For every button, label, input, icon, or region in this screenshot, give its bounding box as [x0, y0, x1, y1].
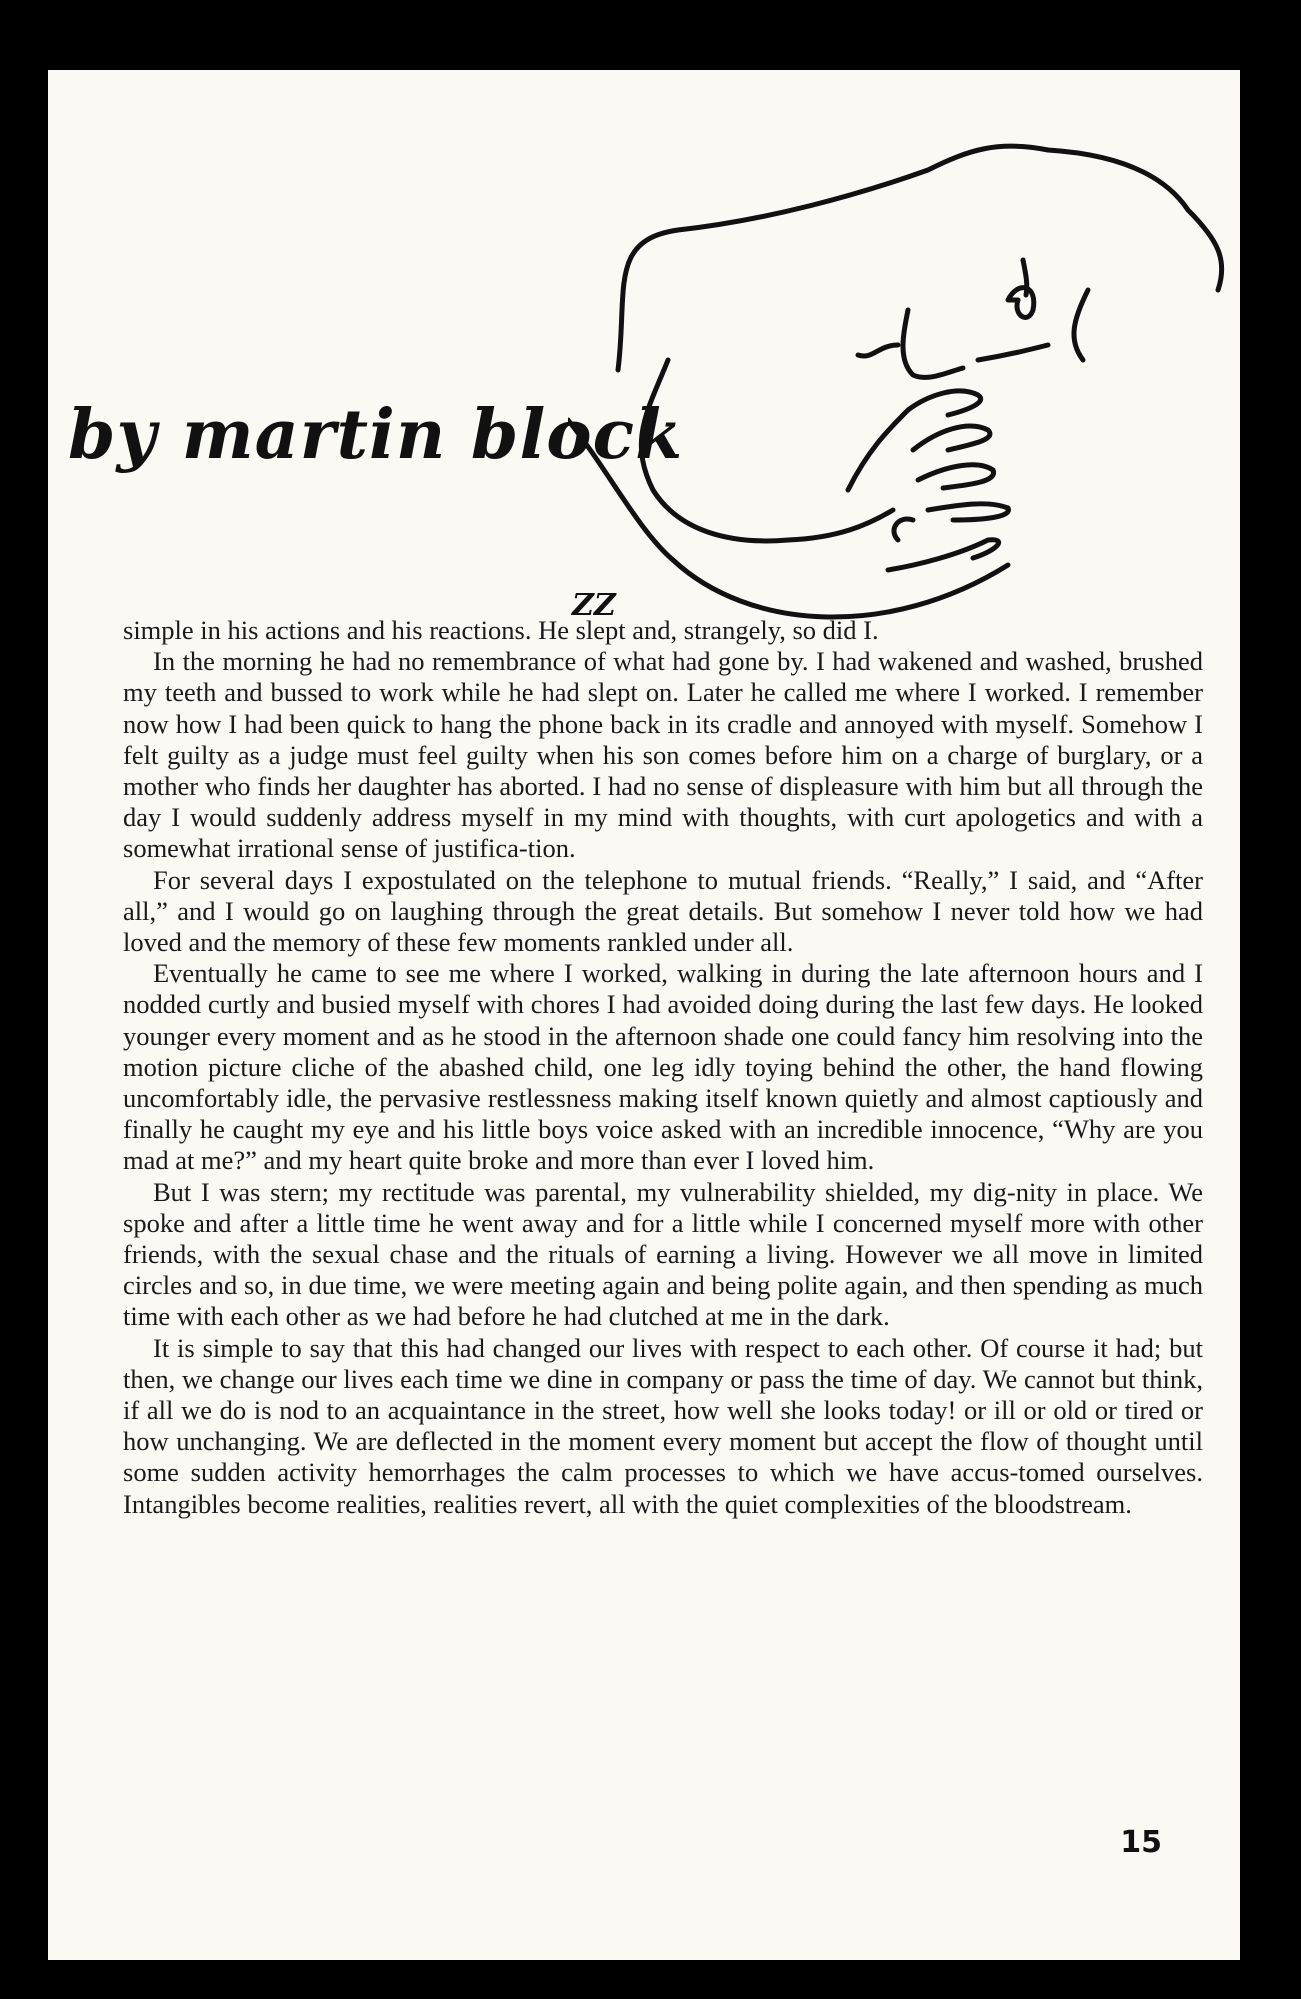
paragraph: simple in his actions and his reactions. He slept and, strangely, so did I. — [123, 615, 879, 645]
hand-fingers — [913, 426, 990, 450]
lower-contour — [568, 420, 1008, 617]
magazine-page — [48, 70, 1240, 1960]
paragraph: In the morning he had no remembrance of what had gone by. I had wakened and washed, brushed my teeth and bussed to work while he had slept on. Later he called me where I worked. I remember now how I had been quick to hang the phone back in its cradle and annoyed with myself. Somehow I felt guilty as a judge must feel guilty when his son comes before him on a charge of burglary, or a mother who finds her daughter has aborted. I had no sense of displeasure with him but all through the day I would suddenly address myself in my mind with thoughts, with curt apologetics and with a somewhat irrational sense of justifica-tion. — [123, 646, 1203, 864]
hand-fingers — [894, 519, 913, 540]
figure-illustration — [568, 110, 1240, 670]
hand-fingers — [848, 391, 981, 490]
artist-signature: ZZ — [572, 588, 616, 623]
byline: by martin block — [68, 395, 684, 475]
face-detail — [858, 345, 898, 356]
article-body — [123, 615, 1203, 1520]
paragraph: Eventually he came to see me where I worked, walking in during the late afternoon hours and I nodded curtly and busied myself with chores I had avoided doing during the last few days. He looked younger every moment and as he stood in the afternoon shade one could fancy him resolving into the motion picture cliche of the abashed child, one leg idly toying behind the other, the hand flowing uncomfortably idle, the pervasive restlessness making itself known quietly and almost captiously and finally he caught my eye and his little boys voice asked with an incredible innocence, “Why are you mad at me?” and my heart quite broke and more than ever I loved him. — [123, 958, 1203, 1176]
figure-outline — [618, 146, 1222, 370]
hand-fingers — [928, 504, 1008, 520]
paragraph: For several days I expostulated on the telephone to mutual friends. “Really,” I said, and “After all,” and I would go on laughing through the great details. But somehow I never told how we had loved and the memory of these few moments rankled under all. — [123, 864, 1203, 958]
hand-fingers — [918, 465, 994, 488]
page-number: 15 — [1120, 1825, 1162, 1860]
arm-curve — [641, 360, 893, 541]
face-detail — [903, 310, 963, 377]
paragraph: But I was stern; my rectitude was parental, my vulnerability shielded, my dig-nity in place. We spoke and after a little time he went away and for a little while I concerned myself more with other friends, with the sexual chase and the rituals of earning a living. However we all move in limited circles and so, in due time, we were meeting again and being polite again, and then spending as much time with each other as we had before he had clutched at me in the dark. — [123, 1176, 1203, 1332]
hand-fingers — [888, 540, 999, 570]
face-detail — [1008, 288, 1034, 318]
paragraph: It is simple to say that this had changed our lives with respect to each other. Of course it had; but then, we change our lives each time we dine in company or pass the time of day. We cannot but think, if all we do is nod to an acquaintance in the street, how well she looks today! or ill or old or tired or how unchanging. We are deflected in the moment every moment but accept the flow of thought until some sudden activity hemorrhages the calm processes to which we have accus-tomed ourselves. Intangibles become realities, realities revert, all with the quiet complexities of the bloodstream. — [123, 1332, 1203, 1519]
face-detail — [1074, 290, 1088, 360]
face-detail — [978, 345, 1048, 360]
